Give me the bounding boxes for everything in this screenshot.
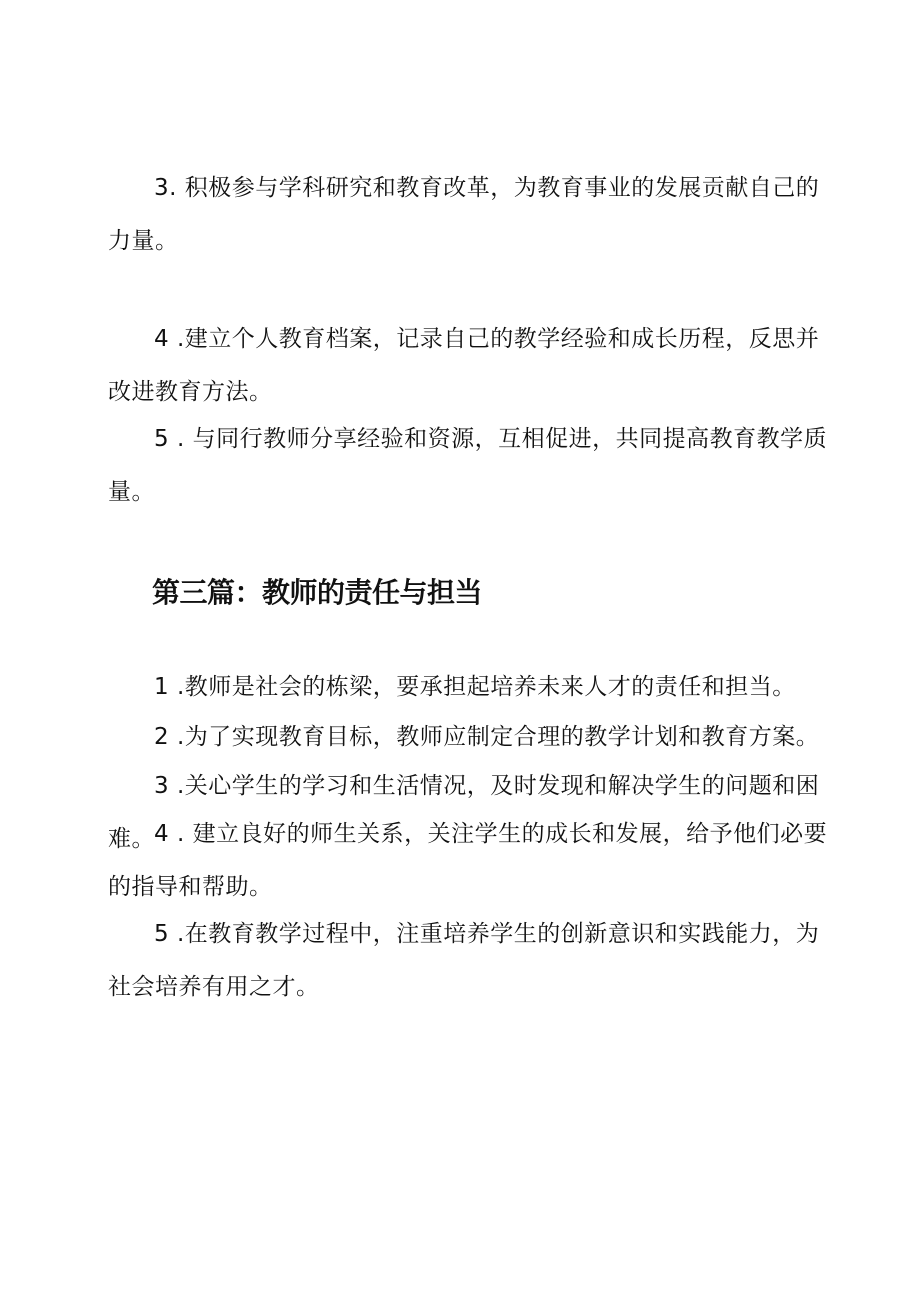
list-item-3b: 3 .关心学生的学习和生活情况，及时发现和解决学生的问题和困难。 bbox=[108, 773, 820, 852]
list-item-1: 1 .教师是社会的栋梁，要承担起培养未来人才的责任和担当。 bbox=[154, 674, 796, 700]
list-item-4: 4 .建立个人教育档案，记录自己的教学经验和成长历程，反思并改进教育方法。 bbox=[108, 326, 820, 405]
list-item-2: 2 .为了实现教育目标，教师应制定合理的教学计划和教育方案。 bbox=[154, 724, 820, 750]
list-item-5: 5 . 与同行教师分享经验和资源，互相促进，共同提高教育教学质量。 bbox=[108, 426, 828, 505]
section-title: 第三篇：教师的责任与担当 bbox=[152, 576, 483, 609]
list-item-3: 3. 积极参与学科研究和教育改革，为教育事业的发展贡献自己的力量。 bbox=[108, 175, 820, 254]
list-item-5b: 5 .在教育教学过程中，注重培养学生的创新意识和实践能力，为社会培养有用之才。 bbox=[108, 921, 820, 1000]
list-item-4b: 4 . 建立良好的师生关系，关注学生的成长和发展，给予他们必要的指导和帮助。 bbox=[108, 821, 828, 900]
